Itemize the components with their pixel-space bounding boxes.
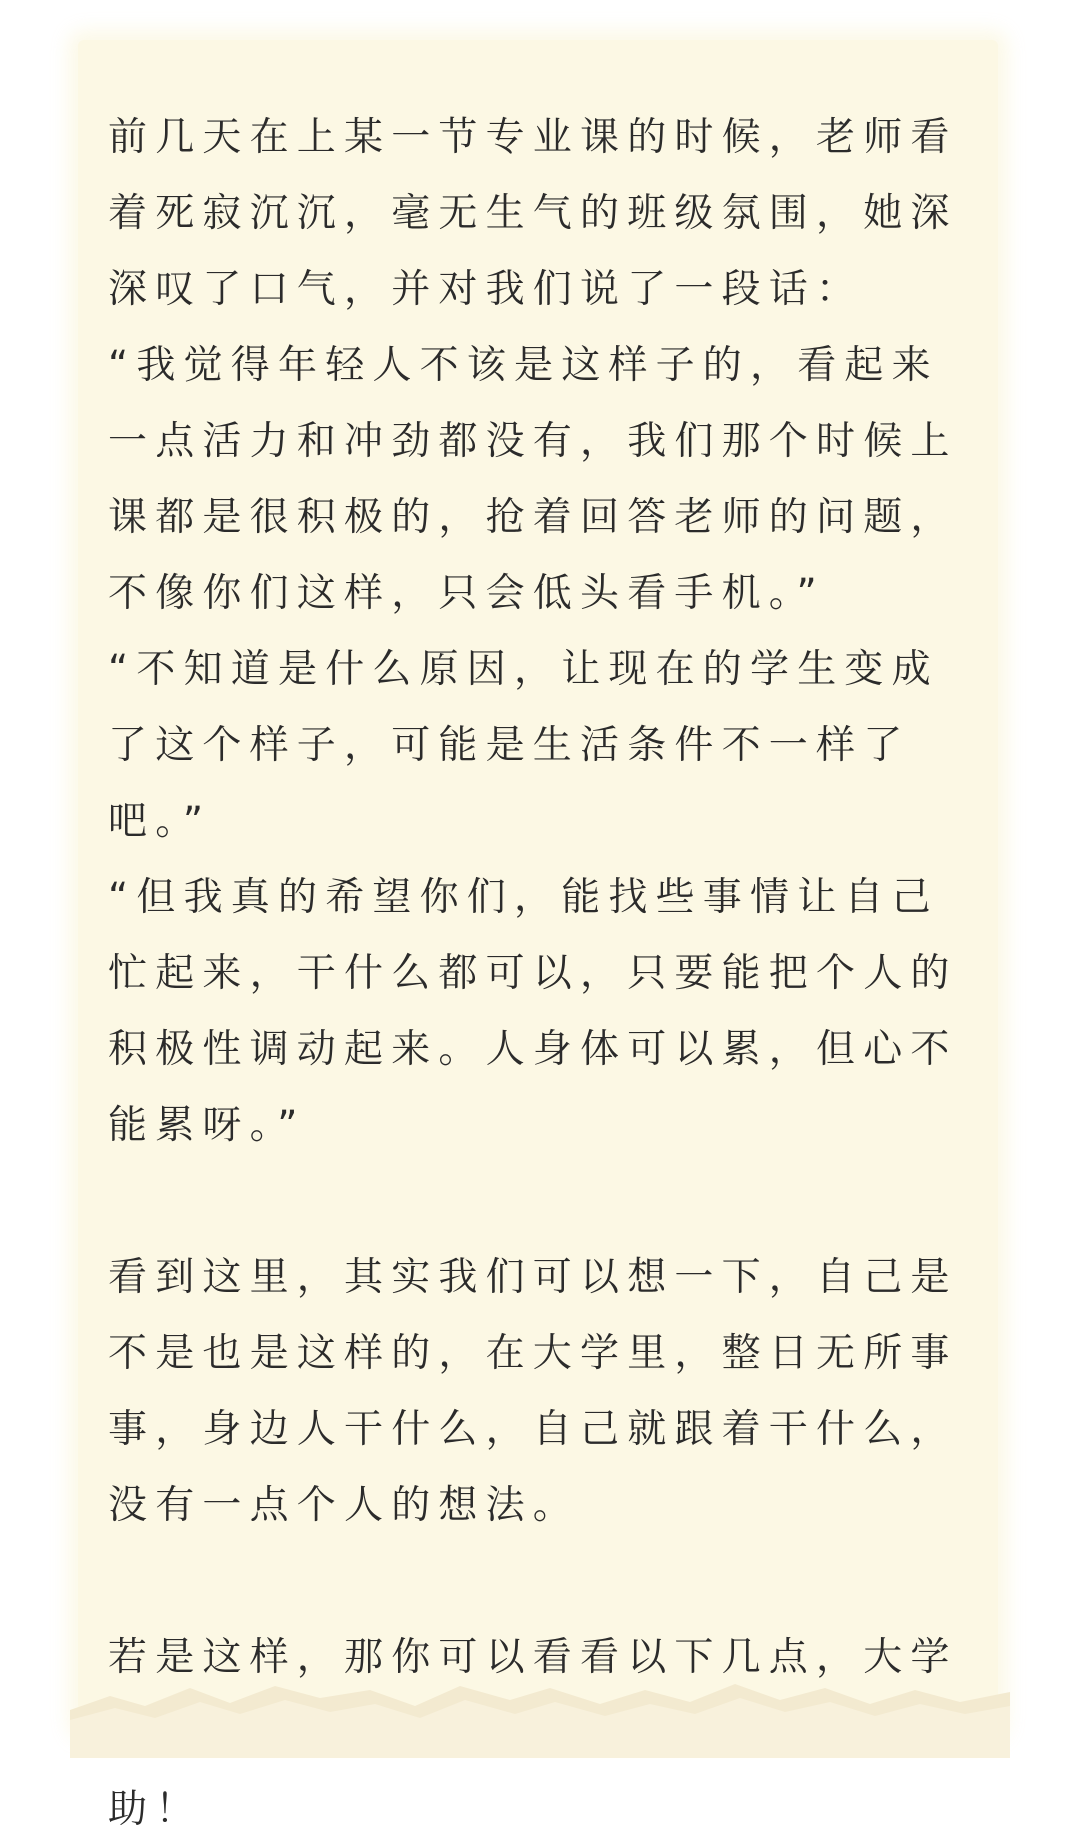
- paragraph-quote-1: “我觉得年轻人不该是这样子的，看起来一点活力和冲劲都没有，我们那个时候上课都是很积极的，抢着回答老师的问题，不像你们这样，只会低头看手机。”: [108, 343, 958, 616]
- article-body: [108, 100, 972, 1848]
- paragraph-quote-3: “但我真的希望你们，能找些事情让自己忙起来，干什么都可以，只要能把个人的积极性调动起来。人身体可以累，但心不能累呀。”: [108, 875, 958, 1148]
- paragraph-quote-2: “不知道是什么原因，让现在的学生变成了这个样子，可能是生活条件不一样了吧。”: [108, 647, 939, 844]
- paragraph-conclusion: 若是这样，那你可以看看以下几点，大学 助！: [108, 1635, 958, 1832]
- paragraph-spacer: [108, 1164, 972, 1240]
- paragraph-reflection: 看到这里，其实我们可以想一下，自己是不是也是这样的，在大学里，整日无所事事，身边人干什么，自己就跟着干什么，没有一点个人的想法。: [108, 1255, 958, 1528]
- torn-paper-edge: [70, 1648, 1010, 1758]
- paragraph-spacer: [108, 1544, 972, 1620]
- paragraph-intro: 前几天在上某一节专业课的时候，老师看着死寂沉沉，毫无生气的班级氛围，她深深叹了口气，并对我们说了一段话：: [108, 115, 958, 312]
